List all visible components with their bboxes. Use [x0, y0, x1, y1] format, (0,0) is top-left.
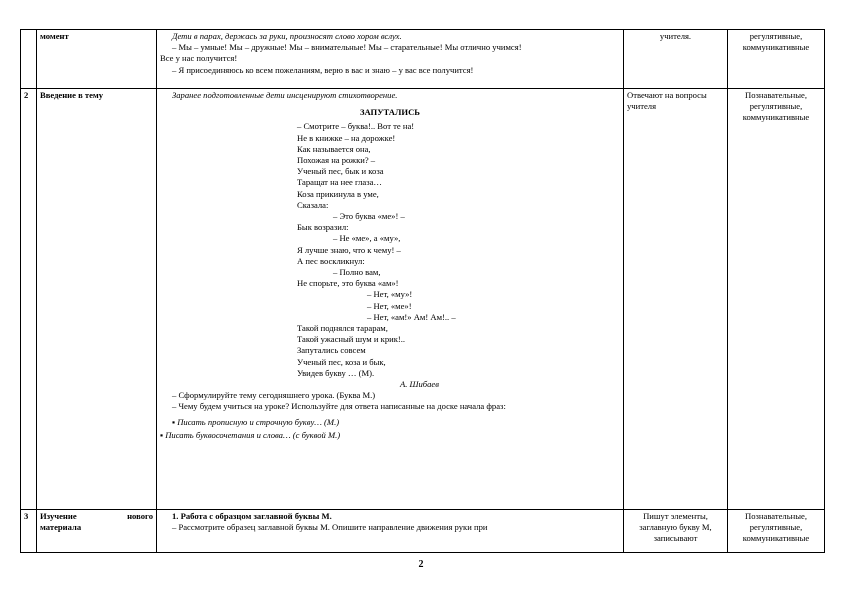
poem-line: Я лучше знаю, что к чему! – — [297, 244, 401, 255]
poem-line: Не в книжке – на дорожке! — [297, 132, 396, 143]
page-number: 2 — [418, 559, 424, 570]
poem-line: А пес воскликнул: — [297, 255, 365, 266]
student-activity: Отвечают на вопросы учителя — [624, 89, 728, 510]
stage-word: материала — [40, 522, 82, 533]
poem-line: Ученый пес, бык и коза — [297, 166, 384, 177]
table-row — [21, 510, 825, 553]
table-row — [21, 89, 825, 510]
bullet-text: Писать буквосочетания и слова… (с буквой М.) — [165, 429, 341, 440]
poem-author: А. Шибаев — [400, 379, 439, 390]
poem-line: – Не «ме», а «му», — [333, 233, 401, 244]
poem-line: Не спорьте, это буква «ам»! — [297, 278, 399, 289]
poem-line: Сказала: — [297, 199, 329, 210]
row-number — [21, 30, 37, 89]
content-line: – Я присоединяюсь ко всем пожеланиям, верю в вас и знаю – у вас все получится! — [172, 64, 474, 75]
poem-line: – Нет, «му»! — [367, 289, 413, 300]
stage-name: Введение в тему — [37, 89, 157, 510]
poem-line: – Полно вам, — [333, 267, 381, 278]
lesson-plan-table — [20, 29, 825, 553]
stage-name — [37, 510, 157, 553]
student-activity: Пишут элементы, заглавную букву М, записывают — [624, 510, 728, 553]
content-line: Дети в парах, держась за руки, произносят слово хором вслух. — [172, 31, 402, 41]
poem — [160, 121, 620, 379]
stage-name: момент — [37, 30, 157, 89]
poem-line: Увидев букву … (М). — [297, 367, 375, 378]
stage-word: нового — [127, 511, 153, 521]
poem-title: ЗАПУТАЛИСЬ — [359, 107, 420, 118]
content-line: – Сформулируйте тему сегодняшнего урока. (Буква М.) — [172, 390, 376, 401]
content-line: Все у нас получится! — [160, 53, 238, 64]
teacher-activity — [157, 30, 624, 89]
poem-line: Как называется она, — [297, 143, 371, 154]
task-title: 1. Работа с образцом заглавной буквы М. — [172, 511, 332, 521]
bullet-item: ▪ Писать буквосочетания и слова… (с буквой М.) — [160, 429, 341, 440]
poem-line: Коза прикинула в уме, — [297, 188, 379, 199]
table-row — [21, 30, 825, 89]
poem-line: – Это буква «ме»! – — [333, 211, 405, 222]
uud-cell: Познавательные, регулятивные, коммуникативные — [728, 89, 825, 510]
teacher-activity — [157, 89, 624, 510]
row-number: 3 — [21, 510, 37, 553]
poem-line: Бык возразил: — [297, 222, 349, 233]
uud-cell: Познавательные, регулятивные, коммуникативные — [728, 510, 825, 553]
poem-line: Таращат на нее глаза… — [297, 177, 383, 188]
row-number: 2 — [21, 89, 37, 510]
poem-line: – Смотрите – буква!.. Вот те на! — [297, 121, 415, 132]
uud-cell: регулятивные, коммуникативные — [728, 30, 825, 89]
poem-line: Запутались совсем — [297, 345, 366, 356]
poem-line: Ученый пес, коза и бык, — [297, 356, 386, 367]
poem-line: Такой ужасный шум и крик!.. — [297, 334, 406, 345]
bullet-item: ▪ Писать прописную и строчную букву… (М.) — [172, 416, 340, 427]
poem-line: – Нет, «ме»! — [367, 300, 412, 311]
content-line: – Мы – умные! Мы – дружные! Мы – внимательные! Мы – старательные! Мы отлично учимся! — [172, 42, 522, 53]
bullet-text: Писать прописную и строчную букву… (М.) — [177, 416, 340, 427]
intro-line: Заранее подготовленные дети инсценируют стихотворение. — [172, 90, 398, 100]
content-line: – Чему будем учиться на уроке? Используйте для ответа написанные на доске начала фраз: — [172, 401, 506, 412]
student-activity: учителя. — [624, 30, 728, 89]
poem-line: Такой поднялся тарарам, — [297, 323, 388, 334]
teacher-activity — [157, 510, 624, 553]
task-text: – Рассмотрите образец заглавной буквы М. Опишите направление движения руки при — [172, 522, 488, 533]
stage-word: Изучение — [40, 511, 77, 521]
poem-line: Похожая на рожки? – — [297, 155, 376, 166]
poem-line: – Нет, «ам!» Ам! Ам!.. – — [367, 311, 456, 322]
